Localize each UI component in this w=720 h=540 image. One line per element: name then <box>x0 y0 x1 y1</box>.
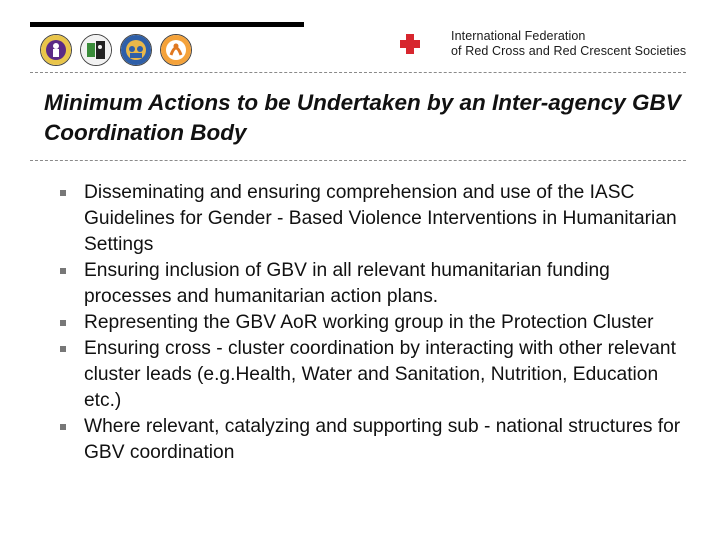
slide-title: Minimum Actions to be Undertaken by an Inter-agency GBV Coordination Body <box>44 90 681 145</box>
ifrc-name-line2: of Red Cross and Red Crescent Societies <box>451 44 687 58</box>
header-rule <box>30 22 304 27</box>
bullet-text: Ensuring cross - cluster coordination by interacting with other relevant cluster leads (e.g.Health, Water and Sanitation, Nutrition, Education etc.) <box>84 338 676 411</box>
partner-logo-1 <box>40 34 72 66</box>
bullet-square-icon <box>60 190 66 196</box>
partner-logo-2 <box>80 34 112 66</box>
bullet-item <box>28 310 688 336</box>
ifrc-name-line1: International Federation <box>451 29 586 43</box>
partner-logo-3 <box>120 34 152 66</box>
title-divider <box>30 160 686 161</box>
bullet-text: Where relevant, catalyzing and supporting sub - national structures for GBV coordination <box>84 416 681 463</box>
bullet-list <box>28 180 688 466</box>
bullet-item <box>28 336 688 414</box>
partner-logo-4 <box>160 34 192 66</box>
bullet-text: Ensuring inclusion of GBV in all relevant humanitarian funding processes and humanitarian action plans. <box>84 260 610 307</box>
bullet-item <box>28 258 688 310</box>
bullet-text: Representing the GBV AoR working group in the Protection Cluster <box>84 312 654 333</box>
red-crescent-icon <box>425 33 443 55</box>
bullet-square-icon <box>60 424 66 430</box>
partner-logos <box>40 34 192 66</box>
red-cross-icon <box>399 33 421 55</box>
bullet-square-icon <box>60 268 66 274</box>
bullet-square-icon <box>60 346 66 352</box>
bullet-text: Disseminating and ensuring comprehension and use of the IASC Guidelines for Gender - Based Violence Interventions in Humanitarian Settings <box>84 182 677 255</box>
header-divider <box>30 72 686 73</box>
ifrc-name <box>451 29 686 59</box>
ifrc-logo <box>399 28 686 60</box>
bullet-square-icon <box>60 320 66 326</box>
bullet-item <box>28 180 688 258</box>
bullet-item <box>28 414 688 466</box>
